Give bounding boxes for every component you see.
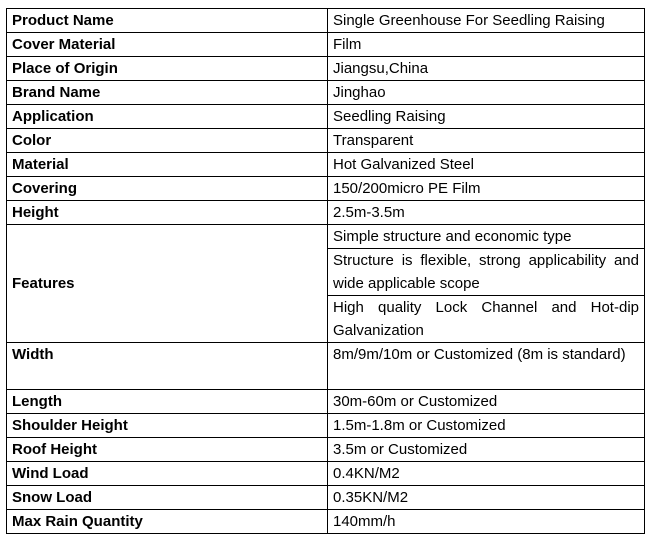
spec-label: Application xyxy=(7,105,328,129)
spec-label: Material xyxy=(7,153,328,177)
features-label: Features xyxy=(7,225,328,343)
feature-text: High quality Lock Channel and Hot-dip Galvanization xyxy=(333,299,639,339)
spec-value: 3.5m or Customized xyxy=(328,438,645,462)
spec-label: Wind Load xyxy=(7,462,328,486)
spec-label: Shoulder Height xyxy=(7,414,328,438)
table-row xyxy=(7,81,645,105)
spec-value: 0.4KN/M2 xyxy=(328,462,645,486)
table-row xyxy=(7,225,645,249)
spec-value: 140mm/h xyxy=(328,510,645,534)
spec-value: 150/200micro PE Film xyxy=(328,177,645,201)
table-row xyxy=(7,9,645,33)
spec-label: Brand Name xyxy=(7,81,328,105)
spec-value: Seedling Raising xyxy=(328,105,645,129)
spec-value: Transparent xyxy=(328,129,645,153)
spec-value: Single Greenhouse For Seedling Raising xyxy=(328,9,645,33)
spec-label: Covering xyxy=(7,177,328,201)
spec-label: Length xyxy=(7,390,328,414)
spec-value: Jinghao xyxy=(328,81,645,105)
table-row xyxy=(7,153,645,177)
table-row xyxy=(7,343,645,390)
table-row xyxy=(7,105,645,129)
table-row xyxy=(7,462,645,486)
spec-value: Film xyxy=(328,33,645,57)
spec-label: Height xyxy=(7,201,328,225)
spec-label: Color xyxy=(7,129,328,153)
spec-label: Product Name xyxy=(7,9,328,33)
spec-value: 2.5m-3.5m xyxy=(328,201,645,225)
spec-label: Roof Height xyxy=(7,438,328,462)
feature-value: Simple structure and economic type xyxy=(328,225,645,249)
feature-value xyxy=(328,249,645,296)
table-row xyxy=(7,414,645,438)
spec-value: Hot Galvanized Steel xyxy=(328,153,645,177)
width-value xyxy=(328,343,645,390)
spec-value: 0.35KN/M2 xyxy=(328,486,645,510)
table-row xyxy=(7,486,645,510)
spec-label: Cover Material xyxy=(7,33,328,57)
spec-label: Place of Origin xyxy=(7,57,328,81)
spec-label: Snow Load xyxy=(7,486,328,510)
table-row xyxy=(7,510,645,534)
table-row xyxy=(7,129,645,153)
spec-value: Jiangsu,China xyxy=(328,57,645,81)
table-row xyxy=(7,438,645,462)
width-text: 8m/9m/10m or Customized (8m is standard) xyxy=(333,346,626,363)
table-row xyxy=(7,33,645,57)
feature-value xyxy=(328,296,645,343)
spec-value: 30m-60m or Customized xyxy=(328,390,645,414)
product-spec-table xyxy=(6,8,645,534)
table-row xyxy=(7,390,645,414)
table-row xyxy=(7,201,645,225)
table-row xyxy=(7,177,645,201)
width-label: Width xyxy=(7,343,328,390)
table-row xyxy=(7,57,645,81)
feature-text: Structure is flexible, strong applicability and wide applicable scope xyxy=(333,252,639,292)
spec-label: Max Rain Quantity xyxy=(7,510,328,534)
spec-value: 1.5m-1.8m or Customized xyxy=(328,414,645,438)
